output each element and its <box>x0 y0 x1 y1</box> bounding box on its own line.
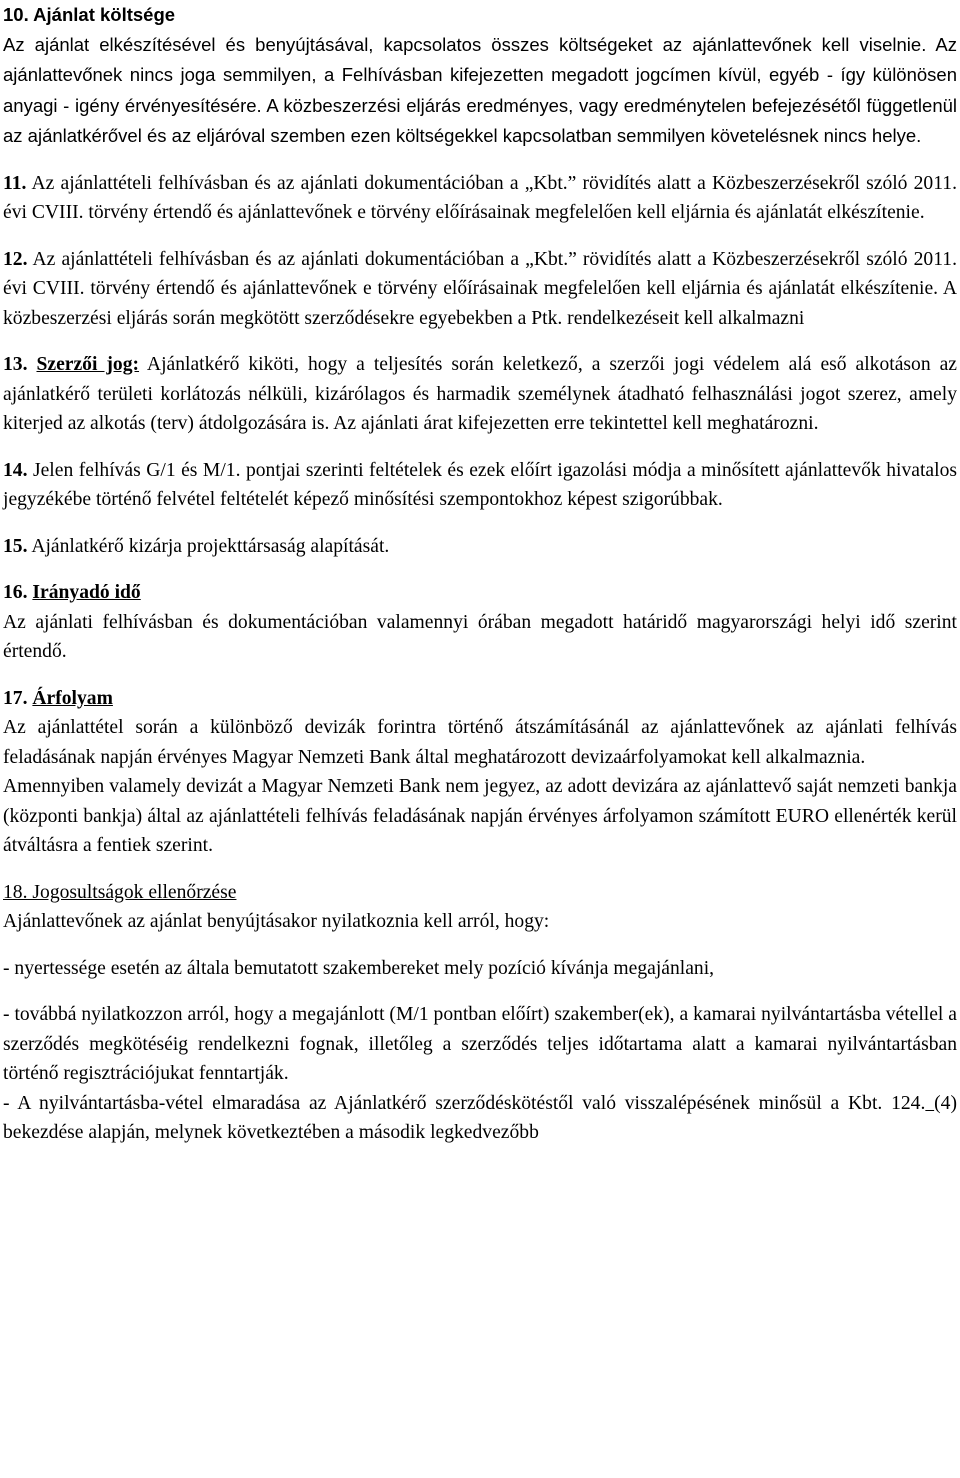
section-14-text: Jelen felhívás G/1 és M/1. pontjai szerinti feltételek és ezek előírt igazolási módja a minősített ajánlattevők hivatalos jegyzékébe történő felvétel feltételét képező minősítési szempontokhoz képest szigorúbbak. <box>3 459 957 510</box>
section-17-paragraph-2: Amennyiben valamely devizát a Magyar Nemzeti Bank nem jegyez, az adott devizára az ajánlattevő saját nemzeti bankja (központi bankja) által az ajánlattételi felhívás feladásának napján érvényes árfolyamon számított EURO ellenérték kerül átváltásra a fentiek szerint. <box>3 776 957 856</box>
section-17-title: Árfolyam <box>32 687 113 709</box>
section-10-sentence-3: A közbeszerzési eljárás eredményes, vagy eredménytelen befejezésétől függetlenül az ajánlatkérővel és az eljáróval szemben ezen költségekkel kapcsolatban semmilyen követelésnek nincs helye. <box>3 94 958 146</box>
section-15-number: 15. <box>3 535 28 557</box>
section-14-number: 14. <box>3 459 28 481</box>
section-16-text: Az ajánlati felhívásban és dokumentációban valamennyi órában megadott határidő magyarországi helyi idő szerint értendő. <box>3 611 957 662</box>
section-18-item-3 <box>3 1089 957 1148</box>
section-10-sentence-1: Az ajánlat elkészítésével és benyújtásával, kapcsolatos összes költségeket az ajánlattevőnek kell viselnie. <box>3 33 927 55</box>
section-11-number: 11. <box>3 172 27 194</box>
section-10-sentence-2: Az ajánlattevőnek nincs joga semmilyen, a Felhívásban kifejezetten megadott jogcímen kívül, egyéb - így különösen anyagi - igény érvényesítésére. <box>3 33 957 116</box>
section-18-item-3-end: (4) bekezdése alapján, melynek következtében a második legkedvezőbb <box>3 1092 957 1143</box>
section-12-paragraph <box>3 245 957 334</box>
section-18-item-2: - továbbá nyilatkozzon arról, hogy a megajánlott (M/1 pontban előírt) szakember(ek), a kamarai nyilvántartásba vétellel a szerződés megkötéséig rendelkezni fognak, illetőleg a szerződés teljes időtartama alatt a kamarai nyilvántartásban történő regisztrációjukat fenntartják. <box>3 1004 957 1084</box>
section-18-item-3-mark <box>925 1093 934 1114</box>
section-11-paragraph <box>3 169 957 228</box>
section-14-paragraph <box>3 456 957 515</box>
section-17-heading <box>3 684 957 714</box>
section-16-number: 16. <box>3 582 33 603</box>
section-16-heading <box>3 578 957 608</box>
section-15-text: Ajánlatkérő kizárja projekttársaság alapítását. <box>27 535 390 557</box>
section-10-body <box>3 30 957 152</box>
section-13-text: Ajánlatkérő kiköti, hogy a teljesítés során keletkező, a szerzői jogi védelem alá eső alkotáson az ajánlatkérő területi korlátozás nélküli, kizárólagos és harmadik személynek átadható felhasználási jogot szerez, amely kiterjed az alkotás (terv) átdolgozására is. Az ajánlati árat kifejezetten erre tekintettel kell meghatározni. <box>3 354 957 434</box>
section-13-paragraph <box>3 350 957 439</box>
section-12-text: Az ajánlattételi felhívásban és az ajánlati dokumentációban a „Kbt.” rövidítés alatt a Közbeszerzésekről szóló 2011. évi CVIII. törvény értendő és ajánlattevőnek e törvény előírásainak megfelelően kell eljárnia és ajánlatát elkészítenie. A közbeszerzési eljárás során megkötött szerződésekre egyebekben a Ptk. rendelkezéseit kell alkalmazni <box>3 248 957 329</box>
section-11-text: Az ajánlattételi felhívásban és az ajánlati dokumentációban a „Kbt.” rövidítés alatt a Közbeszerzésekről szóló 2011. évi CVIII. törvény értendő és ajánlattevőnek e törvény előírásainak megfelelően kell eljárnia és ajánlatát elkészítenie. <box>3 172 957 223</box>
section-18-heading: 18. Jogosultságok ellenőrzése <box>3 881 237 903</box>
section-15-paragraph <box>3 532 957 562</box>
section-18-item-1: - nyertessége esetén az általa bemutatott szakembereket mely pozíció kívánja megajánlani, <box>3 957 715 979</box>
section-12-number: 12. <box>3 248 28 270</box>
section-17-number: 17. <box>3 687 33 709</box>
section-10-heading: 10. Ajánlat költsége <box>3 4 176 25</box>
section-16-title: Irányadó idő <box>32 582 141 603</box>
section-18-item-3-start: - A nyilvántartásba-vétel elmaradása az Ajánlatkérő szerződéskötéstől való visszalépésének minősül a Kbt. 124. <box>3 1092 926 1114</box>
section-18-intro: Ajánlattevőnek az ajánlat benyújtásakor nyilatkoznia kell arról, hogy: <box>3 911 550 932</box>
section-17-paragraph-1: Az ajánlattétel során a különböző devizák forintra történő átszámításánál az ajánlattevőnek az ajánlati felhívás feladásának napján érvényes Magyar Nemzeti Bank által meghatározott devizaárfolyamokat kell alkalmaznia. <box>3 717 957 768</box>
section-13-number: 13. <box>3 354 28 375</box>
section-13-title: Szerzői jog: <box>36 354 140 375</box>
